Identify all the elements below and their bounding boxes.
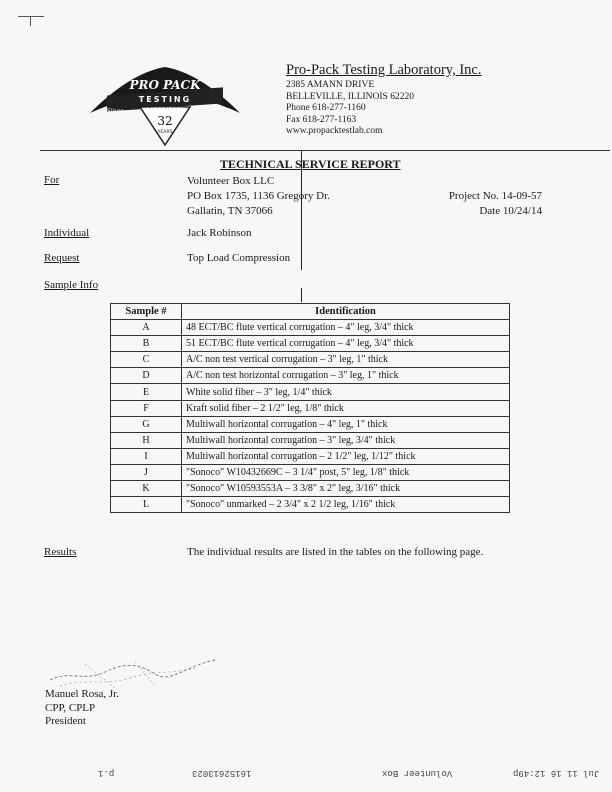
company-logo — [85, 55, 245, 147]
sample-id: C — [111, 352, 182, 368]
for-label: For — [44, 174, 60, 186]
sample-description: White solid fiber – 3" leg, 1/4" thick — [182, 384, 510, 400]
table-row — [111, 400, 510, 416]
logo-number: 32 — [157, 114, 173, 128]
sample-description: A/C non test vertical corrugation – 3" leg, 1" thick — [182, 352, 510, 368]
client-address1: PO Box 1735, 1136 Gregory Dr. — [187, 190, 330, 202]
logo-since: Since — [106, 108, 124, 115]
results-label: Results — [44, 546, 77, 558]
table-row — [111, 432, 510, 448]
company-name: Pro-Pack Testing Laboratory, Inc. — [286, 62, 482, 78]
table-row — [111, 448, 510, 464]
sample-description: Multiwall horizontal corrugation – 3" leg, 3/4" thick — [182, 432, 510, 448]
header-rule — [40, 150, 610, 151]
table-row — [111, 320, 510, 336]
request-text: Top Load Compression — [187, 252, 291, 264]
signer-title: President — [45, 715, 86, 727]
table-row — [111, 336, 510, 352]
fax-number: 16152613023 — [192, 768, 252, 778]
table-row — [111, 464, 510, 480]
sample-description: Multiwall horizontal corrugation – 2 1/2" leg, 1/12" thick — [182, 448, 510, 464]
logo-band-text: TESTING — [138, 95, 192, 104]
table-row — [111, 384, 510, 400]
signature-scribble — [45, 652, 225, 692]
client-block — [187, 174, 330, 219]
client-name: Volunteer Box LLC — [187, 175, 275, 187]
project-number: 14-09-57 — [501, 190, 542, 202]
sample-id: K — [111, 481, 182, 497]
sample-id: E — [111, 384, 182, 400]
sample-info-label: Sample Info — [44, 279, 99, 291]
company-web: www.propacktestlab.com — [286, 126, 383, 136]
sample-id: A — [111, 320, 182, 336]
col-sample: Sample # — [111, 304, 182, 320]
sample-id: I — [111, 448, 182, 464]
sample-id: F — [111, 400, 182, 416]
sample-description: "Sonoco" W10432669C – 3 1/4" post, 5" leg, 1/8" thick — [182, 464, 510, 480]
sample-id: B — [111, 336, 182, 352]
fax-page: p.1 — [98, 768, 115, 778]
signature-block — [45, 688, 119, 729]
sample-description: "Sonoco" W10593553A – 3 3/8" x 2" leg, 3/16" thick — [182, 481, 510, 497]
signer-name: Manuel Rosa, Jr. — [45, 688, 119, 700]
sample-id: J — [111, 464, 182, 480]
individual-name: Jack Robinson — [187, 227, 252, 239]
sample-description: 51 ECT/BC flute vertical corrugation – 4" leg, 3/4" thick — [182, 336, 510, 352]
sample-id: L — [111, 497, 182, 513]
col-identification: Identification — [182, 304, 510, 320]
scan-mark-top-tick — [30, 16, 31, 26]
fax-timestamp: Jul 11 16 12:49p — [513, 768, 600, 778]
sample-description: Multiwall horizontal corrugation – 4" leg, 1" thick — [182, 416, 510, 432]
sample-description: Kraft solid fiber – 2 1/2" leg, 1/8" thick — [182, 400, 510, 416]
table-row — [111, 481, 510, 497]
table-header-row — [111, 304, 510, 320]
logo-lower-text: LABORATORY — [146, 107, 184, 113]
report-date: 10/24/14 — [502, 205, 542, 217]
sample-description: A/C non test horizontal corrugation – 3" leg, 1" thick — [182, 368, 510, 384]
company-contact — [286, 80, 414, 138]
table-row — [111, 368, 510, 384]
project-label: Project No. — [448, 190, 499, 202]
sample-description: 48 ECT/BC flute vertical corrugation – 4" leg, 3/4" thick — [182, 320, 510, 336]
company-fax: Fax 618-277-1163 — [286, 114, 357, 125]
project-block — [432, 189, 542, 219]
scan-mark-top — [18, 16, 44, 17]
sample-description: "Sonoco" unmarked – 2 3/4" x 2 1/2 leg, 1/16" thick — [182, 497, 510, 513]
table-row — [111, 416, 510, 432]
individual-label: Individual — [44, 227, 90, 239]
table-row — [111, 497, 510, 513]
request-label: Request — [44, 252, 80, 264]
signer-credentials: CPP, CPLP — [45, 701, 96, 714]
results-text: The individual results are listed in the tables on the following page. — [187, 546, 484, 558]
fax-sender: Volunteer Box — [382, 768, 453, 778]
logo-years: YEARS — [157, 130, 173, 135]
scan-line-vertical-2 — [301, 288, 302, 302]
sample-id: H — [111, 432, 182, 448]
logo-year: 1982 — [205, 105, 221, 112]
logo-top-text: PRO PACK — [129, 78, 201, 92]
sample-id: D — [111, 368, 182, 384]
sample-table — [110, 303, 510, 513]
report-title: TECHNICAL SERVICE REPORT — [220, 157, 401, 171]
table-row — [111, 352, 510, 368]
company-phone: Phone 618-277-1160 — [286, 103, 366, 113]
date-label: Date — [479, 205, 501, 217]
company-address1: 2385 AMANN DRIVE — [286, 80, 375, 90]
client-address2: Gallatin, TN 37066 — [187, 205, 273, 217]
sample-id: G — [111, 416, 182, 432]
company-address2: BELLEVILLE, ILLINOIS 62220 — [286, 91, 414, 102]
